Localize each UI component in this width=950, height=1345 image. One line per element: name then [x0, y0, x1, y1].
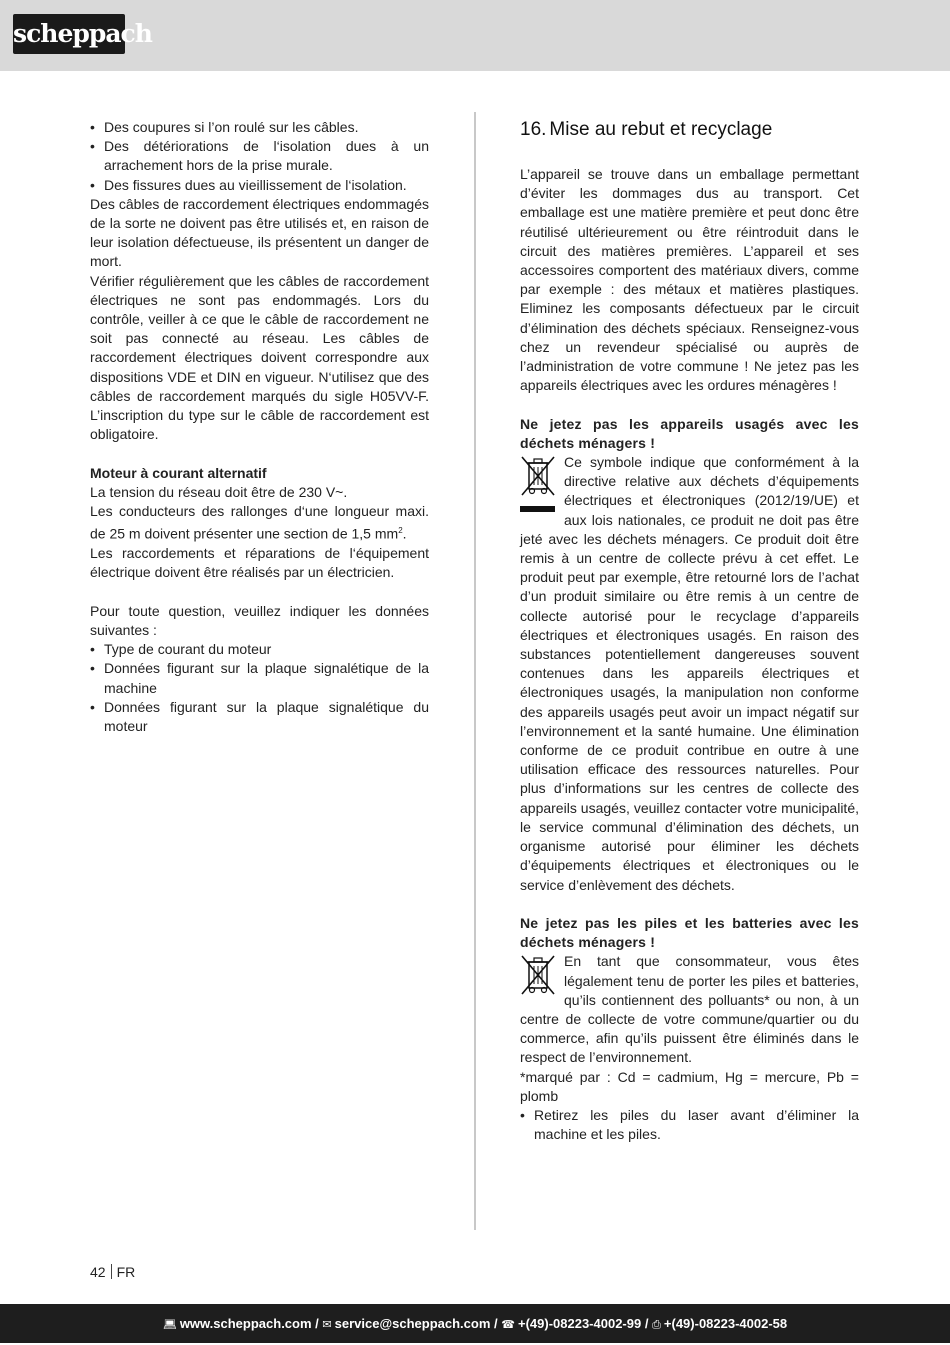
language-code: FR: [116, 1264, 136, 1280]
weee-block: [520, 453, 859, 895]
superscript: 2: [398, 526, 403, 536]
bin-bar: [520, 506, 555, 512]
page-number: [90, 1264, 135, 1280]
phone-icon: ☎: [501, 1319, 515, 1331]
weee-paragraph: Ce symbole indique que conformément à la directive relative aux déchets d’équipements électriques et électroniques (2012/19/UE) et aux lois nationales, ce produit ne doit pas être jeté avec les déchets ménagers. Ce produit doit être remis à un centre de collecte prévu à cet effet. Le produit peut par exemple, être retourné lors de l’achat d’un produit similaire ou être remis à un centre de collecte autorisé pour le recyclage d’appareils électriques et électroniques usagés. En raison des substances potentiellement dangereuses souvent contenues dans les appareils électriques et électroniques usagés, la manipulation non conforme des appareils usagés peut avoir un impact négatif sur l’environnement et la santé humaine. Une élimination conforme de ce produit contribue en outre à une utilisation efficace des ressources naturelles. Pour plus d’informations sur les centres de collecte des appareils usagés, veuillez contacter votre municipalité, le service communal d’élimination des déchets, un organisme autorisé pour éliminer les déchets d’équipements électriques et électroniques ou le service d’enlèvement des déchets.: [520, 454, 859, 893]
battery-paragraph: En tant que consommateur, vous êtes légalement tenu de porter les piles et batteries, qu’ils contiennent des polluants* ou non, à un centre de collecte de votre commune/quartier ou du commerce, afin qu’ils puissent être éliminés dans le respect de l’environnement.: [520, 953, 859, 1066]
footer-separator: /: [644, 1316, 649, 1331]
period: .: [402, 525, 407, 542]
cable-check-paragraph: Vérifier régulièrement que les câbles de raccordement électriques ne sont pas endommagés. Lors du contrôle, veiller à ce que le câble de raccordement ne soit pas connecté au réseau. Les câbles de raccordement électriques doivent correspondre aux dispositions VDE et DIN en vigueur. N‘utilisez que des câbles de raccordement marqués du sigle H05VV-F. L’inscription du type sur le câble de raccordement est obligatoire.: [90, 272, 429, 443]
weee-heading: Ne jetez pas les appareils usagés avec les déchets ménagers !: [520, 415, 859, 451]
list-item: • Retirez les piles du laser avant d’éliminer la machine et les piles.: [520, 1106, 859, 1144]
footer-separator: /: [494, 1316, 498, 1331]
section-number: 16.: [520, 119, 547, 140]
fax-icon: ⎙: [652, 1319, 661, 1331]
list-item: • Type de courant du moteur: [90, 640, 429, 659]
extension-cable-text: Les conducteurs des rallonges d‘une longueur maxi. de 25 m doivent présenter une section de 1,5 mm: [90, 503, 429, 542]
right-column: [520, 118, 859, 1144]
left-column: [90, 118, 429, 736]
page-header: [0, 0, 950, 71]
page-footer: [0, 1304, 950, 1343]
motor-heading: Moteur à courant alternatif: [90, 464, 267, 481]
battery-note: *marqué par : Cd = cadmium, Hg = mercure, Pb = plomb: [520, 1068, 859, 1104]
battery-list: [520, 1106, 859, 1144]
list-item: • Données figurant sur la plaque signalétique du moteur: [90, 698, 429, 736]
battery-heading: Ne jetez pas les piles et les batteries avec les déchets ménagers !: [520, 914, 859, 951]
brand-logo: scheppach: [13, 14, 125, 54]
list-item: • Des détériorations de l‘isolation dues à un arrachement hors de la prise murale.: [90, 137, 429, 175]
column-divider: [474, 112, 476, 1230]
motor-extension-cable: [90, 502, 429, 544]
page-number-value: 42: [90, 1264, 106, 1280]
question-list: [90, 640, 429, 736]
packaging-paragraph: L’appareil se trouve dans un emballage permettant d’éviter les dommages dus au transport. Cet emballage est une matière première et peut donc être réutilisé ultérieurement ou être réintroduit dans le circuit des matières premières. L’appareil et ses accessoires comportent des matériaux divers, comme par exemple : des métaux et matières plastiques. Eliminez les composants défectueux par le circuit d’élimination des déchets spéciaux. Renseignez-vous chez un revendeur spécialisé ou auprès de l’administration de votre commune ! Ne jetez pas les appareils électriques avec les ordures ménagères !: [520, 166, 859, 394]
list-item: • Des fissures dues au vieillissement de l‘isolation.: [90, 176, 429, 195]
section-title-text: Mise au rebut et recyclage: [549, 119, 773, 140]
footer-fax: +(49)-08223-4002-58: [663, 1316, 788, 1331]
damage-list: [90, 118, 429, 195]
question-intro: Pour toute question, veuillez indiquer les données suivantes :: [90, 602, 429, 638]
section-title: [520, 118, 859, 142]
computer-icon: 💻︎: [162, 1319, 177, 1331]
crossed-bin-icon: [520, 455, 558, 512]
motor-repairs: Les raccordements et réparations de l‘équipement électrique doivent être réalisés par un électricien.: [90, 545, 429, 581]
footer-email[interactable]: service@scheppach.com: [334, 1316, 491, 1331]
list-item: • Données figurant sur la plaque signalétique de la machine: [90, 659, 429, 697]
mail-icon: ✉: [322, 1319, 332, 1331]
list-item: • Des coupures si l’on roulé sur les câbles.: [90, 118, 429, 137]
footer-website[interactable]: www.scheppach.com: [179, 1316, 312, 1331]
cable-warning-paragraph: Des câbles de raccordement électriques endommagés de la sorte ne doivent pas être utilisés et, en raison de leur isolation défectueuse, ils présentent un danger de mort.: [90, 195, 429, 270]
page-separator: [111, 1264, 112, 1279]
crossed-bin-icon: [520, 954, 558, 996]
footer-phone: +(49)-08223-4002-99: [517, 1316, 642, 1331]
motor-voltage: La tension du réseau doit être de 230 V~.: [90, 483, 348, 500]
battery-block: [520, 952, 859, 1067]
footer-separator: /: [315, 1316, 319, 1331]
